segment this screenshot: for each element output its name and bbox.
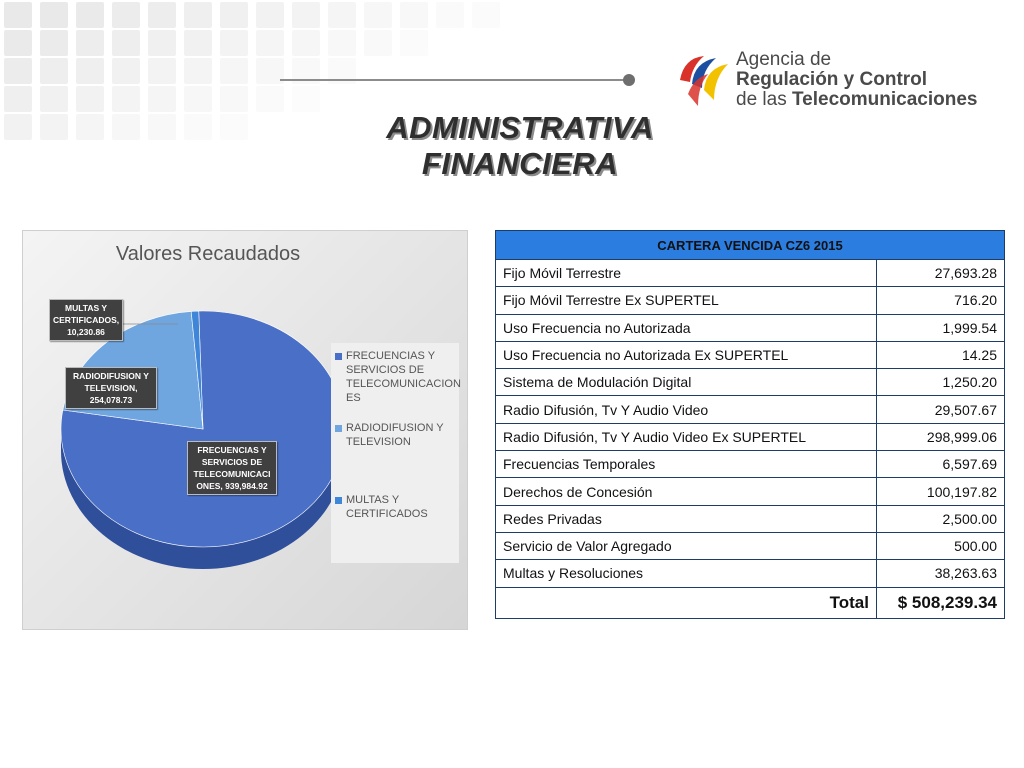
- decorative-tile: [40, 114, 68, 140]
- row-label: Servicio de Valor Agregado: [496, 532, 877, 559]
- legend-label-frecuencias: FRECUENCIAS Y SERVICIOS DE TELECOMUNICACION ES: [346, 350, 461, 404]
- row-label: Redes Privadas: [496, 505, 877, 532]
- decorative-tile: [112, 114, 140, 140]
- row-value: 500.00: [877, 532, 1005, 559]
- cartera-vencida-table: [495, 230, 1005, 619]
- row-value: 29,507.67: [877, 396, 1005, 423]
- row-value: 2,500.00: [877, 505, 1005, 532]
- decorative-tile: [292, 2, 320, 28]
- table-row: [496, 451, 1005, 478]
- row-value: 38,263.63: [877, 560, 1005, 587]
- row-label: Derechos de Concesión: [496, 478, 877, 505]
- header-divider-line: [280, 79, 630, 81]
- logo-line-3: [736, 90, 977, 109]
- decorative-tile: [184, 86, 212, 112]
- decorative-tile: [112, 30, 140, 56]
- decorative-tile: [40, 58, 68, 84]
- decorative-tile: [4, 86, 32, 112]
- decorative-tile: [148, 2, 176, 28]
- row-label: Fijo Móvil Terrestre Ex SUPERTEL: [496, 287, 877, 314]
- row-value: 14.25: [877, 341, 1005, 368]
- legend-swatch-radiodifusion: [335, 425, 342, 432]
- decorative-tile: [364, 30, 392, 56]
- decorative-tile: [292, 86, 320, 112]
- decorative-tile: [148, 58, 176, 84]
- decorative-tile: [40, 86, 68, 112]
- decorative-tile: [184, 2, 212, 28]
- row-value: 716.20: [877, 287, 1005, 314]
- row-label: Uso Frecuencia no Autorizada: [496, 314, 877, 341]
- decorative-tile: [400, 2, 428, 28]
- legend-label-multas: MULTAS Y CERTIFICADOS: [346, 494, 428, 520]
- row-value: 1,250.20: [877, 369, 1005, 396]
- decorative-tile: [4, 114, 32, 140]
- total-value: $ 508,239.34: [877, 587, 1005, 618]
- decorative-tile: [184, 30, 212, 56]
- chart-title: Valores Recaudados: [115, 243, 301, 265]
- decorative-tile: [256, 30, 284, 56]
- decorative-tile: [220, 58, 248, 84]
- decorative-tile: [112, 2, 140, 28]
- table-row: [496, 341, 1005, 368]
- row-label: Multas y Resoluciones: [496, 560, 877, 587]
- logo-line-1: Agencia de: [736, 49, 832, 70]
- table-row: [496, 560, 1005, 587]
- decorative-tile: [76, 2, 104, 28]
- header-divider-dot: [623, 74, 635, 86]
- decorative-tile: [256, 86, 284, 112]
- decorative-tile: [112, 86, 140, 112]
- data-label-frecuencias: FRECUENCIAS Y SERVICIOS DE TELECOMUNICACI ONES, 939,984.92: [187, 441, 277, 495]
- total-label: Total: [496, 587, 877, 618]
- legend-swatch-frecuencias: [335, 353, 342, 360]
- decorative-tile: [76, 114, 104, 140]
- chart-legend: [331, 343, 459, 563]
- decorative-tile: [220, 114, 248, 140]
- table-row: [496, 532, 1005, 559]
- decorative-tile: [148, 86, 176, 112]
- data-label-multas: MULTAS Y CERTIFICADOS, 10,230.86: [49, 299, 123, 341]
- row-label: Radio Difusión, Tv Y Audio Video: [496, 396, 877, 423]
- legend-swatch-multas: [335, 497, 342, 504]
- row-value: 298,999.06: [877, 423, 1005, 450]
- table-row: [496, 396, 1005, 423]
- decorative-tile: [436, 2, 464, 28]
- decorative-tile: [400, 30, 428, 56]
- decorative-tile: [40, 2, 68, 28]
- decorative-tile: [328, 2, 356, 28]
- legend-item-multas: [335, 493, 455, 523]
- decorative-tile: [292, 30, 320, 56]
- decorative-tile: [472, 2, 500, 28]
- row-label: Fijo Móvil Terrestre: [496, 260, 877, 287]
- decorative-tile: [184, 114, 212, 140]
- decorative-tile: [76, 58, 104, 84]
- decorative-tile: [328, 30, 356, 56]
- legend-item-frecuencias: [335, 349, 461, 413]
- page-title: ADMINISTRATIVA FINANCIERA: [386, 110, 654, 181]
- row-label: Frecuencias Temporales: [496, 451, 877, 478]
- logo-line-2: Regulación y Control: [736, 69, 928, 90]
- pie-chart-panel: [22, 230, 468, 630]
- decorative-tile: [184, 58, 212, 84]
- table-row: [496, 478, 1005, 505]
- row-label: Uso Frecuencia no Autorizada Ex SUPERTEL: [496, 341, 877, 368]
- table-row: [496, 287, 1005, 314]
- total-row: [496, 587, 1005, 618]
- decorative-tile: [40, 30, 68, 56]
- decorative-tile: [112, 58, 140, 84]
- logo-line-3b: Telecomunicaciones: [791, 89, 978, 110]
- decorative-tile: [148, 30, 176, 56]
- row-label: Radio Difusión, Tv Y Audio Video Ex SUPERTEL: [496, 423, 877, 450]
- decorative-tile: [364, 2, 392, 28]
- row-label: Sistema de Modulación Digital: [496, 369, 877, 396]
- decorative-tile: [220, 2, 248, 28]
- decorative-tile: [76, 86, 104, 112]
- row-value: 100,197.82: [877, 478, 1005, 505]
- decorative-tile: [220, 86, 248, 112]
- decorative-tile: [256, 2, 284, 28]
- table-row: [496, 260, 1005, 287]
- decorative-tile: [148, 114, 176, 140]
- table-header-row: [496, 231, 1005, 260]
- agency-logo-icon: [674, 50, 730, 110]
- row-value: 1,999.54: [877, 314, 1005, 341]
- decorative-tile: [4, 2, 32, 28]
- row-value: 27,693.28: [877, 260, 1005, 287]
- row-value: 6,597.69: [877, 451, 1005, 478]
- table-row: [496, 423, 1005, 450]
- agency-logo-text: [736, 50, 977, 109]
- data-label-radiodifusion: RADIODIFUSION Y TELEVISION, 254,078.73: [65, 367, 157, 409]
- table-row: [496, 314, 1005, 341]
- decorative-tile: [4, 58, 32, 84]
- table-row: [496, 505, 1005, 532]
- legend-item-radiodifusion: [335, 421, 455, 451]
- table-title: CARTERA VENCIDA CZ6 2015: [496, 231, 1005, 260]
- table-row: [496, 369, 1005, 396]
- logo-line-3a: de las: [736, 89, 792, 110]
- legend-label-radiodifusion: RADIODIFUSION Y TELEVISION: [346, 422, 444, 448]
- decorative-tile: [4, 30, 32, 56]
- decorative-tile: [220, 30, 248, 56]
- decorative-tile: [76, 30, 104, 56]
